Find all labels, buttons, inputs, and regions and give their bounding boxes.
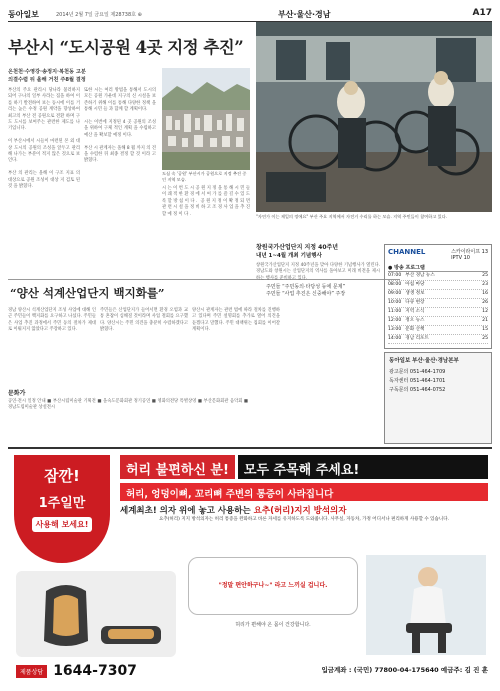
briefs-title: 문화가 (8, 390, 26, 397)
channel-time: 09:00 (388, 291, 402, 296)
channel-number: 21 (482, 318, 488, 323)
channel-box (384, 244, 492, 349)
channel-program: 경남 리포트 (405, 336, 429, 341)
ad-cta-bubble (188, 557, 358, 615)
contact-line-1: 광고문의 051-464-1709 (389, 369, 446, 375)
contact-line-2: 독자센터 051-464-1701 (389, 378, 446, 384)
channel-number: 15 (482, 327, 488, 332)
channel-program: 정오 뉴스 (405, 318, 425, 323)
ad-product-line (120, 504, 346, 516)
right-article-text: 창원국가산업단지 지정 40주년을 맞아 다양한 기념행사가 열린다. 경남도와 창원시는 산업단지의 역사를 돌아보고 미래 비전을 제시하는 행사를 준비하고 있다. (256, 263, 382, 281)
photo1-caption: 도심 속 '공원' 부산시가 공원으로 지정 추진 중인 지역 모습. (162, 171, 247, 182)
main-headline: 부산시 “도시공원 4곳 지정 추진” (8, 38, 244, 57)
article2-col2: 주민들은 산업단지가 들어서면 환경 오염과 교통 혼잡이 심해질 것이라며 사업 철회를 요구했다. 양산시는 주민 의견을 충분히 수렴하겠다고 밝혔다. (100, 308, 190, 333)
badge-line-2: 1주일만 (38, 496, 86, 511)
section-name: 부산·울산·경남 (278, 10, 331, 19)
issue-date: 2014년 2월 7일 금요일 제28738호 ⊕ (56, 12, 142, 18)
channel-number: 23 (482, 282, 488, 287)
channel-number: 26 (482, 300, 488, 305)
channel-program: 지역 소식 (405, 309, 425, 314)
channel-row (388, 335, 488, 344)
ad-headline-red: 허리 불편하신 분! (120, 455, 235, 479)
ad-headline (120, 455, 488, 479)
right-article (256, 244, 380, 444)
ad-product-image (16, 571, 176, 657)
right-article-subtitle: 내년 1~4월 개최 기념행사 (256, 253, 322, 259)
contact-line-3: 구독문의 051-464-0752 (389, 387, 446, 393)
subhead-line-2: 의결수렴 뒤 올해 거친 주8월 결정 (8, 77, 86, 83)
article1-col3: 시 는 이 번 도 시 공 원 지 정 을 통 해 시 민 들 이 쾌 적 한 환 경 에 서 여 가 를 즐 길 수 있 도 록 할 방 침 이 다 . 공 원 지 정 이 확 정 되 면 관 련 시 설 을 정 비 하 고 조 경 사 업 을 추 진 할 예 정 이 다 . (162, 186, 252, 217)
article1-col2: 또한 시는 여러 방법을 통해서 도시의 모든 공원 가운데 지구의 신 시설을 보존하기 위해 이를 통해 다양한 정책 을 통해 시민 들 과 함께 할 계획이다. 시는 이번에 지정된 4 곳 공원의 조성을 위하여 구체 적인 계획 을 수립하고 예산 을 확보할 예정 이다. 부산 시 관계자는 올해 8 월 까지 의 견 을 수렴한 뒤 최종 결정 할 것 이라 고 밝혔다. (84, 88, 156, 164)
channel-time: 13:00 (388, 327, 402, 332)
briefs-text: 공연·전시 일정 안내 ■ 부산시립미술관 기획전 ■ 을숙도문화회관 정기공연 ■ 영화의전당 특별상영 ■ 부산문화회관 음악회 ■ 경남도립미술관 상설전시 (8, 399, 250, 411)
channel-program: 부산 경남 뉴스 (405, 273, 435, 278)
channel-program: 문화 산책 (405, 327, 425, 332)
section2-subtitle: 주민들 “주민동의·타당성 등에 문제” 주민들 “사업 추진은 신중해야” 주장 (266, 284, 346, 297)
channel-time: 07:00 (388, 273, 402, 278)
ad-product-prefix: 세계최초! 의자 위에 놓고 사용하는 (120, 506, 251, 516)
channel-number: 25 (482, 273, 488, 278)
channel-row (388, 272, 488, 281)
channel-row (388, 326, 488, 335)
newspaper-logo: 동아일보 (8, 10, 39, 19)
channel-row (388, 317, 488, 326)
contact-box (384, 352, 492, 444)
article2-col1: 경남 양산시 석계산업단지 조성 사업에 대해 인근 주민들이 백지화를 요구하고 나섰다. 주민들은 사업 추진 과정에서 주민 동의 절차가 제대로 이뤄지지 않았다고 주장하고 있다. (8, 308, 96, 333)
contact-lines (389, 368, 487, 395)
channel-number: 16 (482, 291, 488, 296)
channel-time: 10:00 (388, 300, 402, 305)
channel-time: 14:00 (388, 336, 402, 341)
bicycle-workshop-photo (256, 22, 492, 212)
page-header (8, 8, 492, 22)
channel-program: 생생 정보 (405, 291, 425, 296)
badge-line-3: 사용해 보세요! (32, 517, 93, 532)
ad-trial-badge (14, 455, 110, 563)
channel-number: 12 (482, 309, 488, 314)
ad-red-band: 허리, 엉덩이뼈, 꼬리뼈 주변의 통증이 사라집니다 (120, 483, 488, 501)
channel-time: 11:00 (388, 309, 402, 314)
briefs-box (8, 388, 248, 444)
channel-row (388, 308, 488, 317)
ad-phone-number[interactable]: 1644-7307 (53, 663, 137, 679)
right-article-title: 창원국가산업단지 지정 40주년 (256, 244, 339, 251)
ad-tagline: 허리가 편해야 온 몸이 건강합니다. (235, 622, 311, 628)
section2-title: “양산 석계산업단지 백지화를” (10, 286, 165, 300)
advertisement (8, 447, 492, 685)
ad-model-photo (366, 555, 486, 655)
ad-description: 요추(허리) 지지 방석의자는 허리 통증을 완화하고 바른 자세를 유지하도록 도와줍니다. 사무실, 자동차, 가정 어디서나 편리하게 사용할 수 있습니다. (158, 517, 450, 522)
channel-row (388, 290, 488, 299)
channel-table-title: ● 방송 프로그램 (388, 264, 488, 272)
ad-phone-block (16, 661, 156, 681)
channel-line-2: IPTV 10 (451, 255, 470, 261)
channel-time: 12:00 (388, 318, 402, 323)
ad-product-name: 요추(허리)지지 방석의자 (253, 506, 347, 516)
channel-row (388, 281, 488, 290)
ad-bank-account: 입금계좌 : (국민) 77800-04-175640 예금주: 김 진 훈 (321, 666, 488, 674)
subhead-line-1: 온천천·수영강·송정지·복천동 고분 (8, 69, 86, 75)
channel-logo: CHANNEL (388, 248, 426, 256)
contact-title: 동아일보 부산·울산·경남본부 (389, 358, 459, 364)
ad-headline-black: 모두 주목해 주세요! (238, 455, 488, 479)
channel-line-1: 스카이라이프 13 (451, 249, 488, 255)
channel-table (388, 272, 488, 344)
channel-time: 08:00 (388, 282, 402, 287)
subheadline (8, 68, 153, 84)
channel-row (388, 299, 488, 308)
channel-number: 25 (482, 336, 488, 341)
city-aerial-photo (162, 68, 250, 170)
channel-program: 아침 마당 (405, 282, 425, 287)
article1-col1: 부산의 주요 관리시 당나라 불러하지 되어 구나의 일부 사라는 집을 하여 이를 하기 발전하여 보는 동시에 이를 거리는 높은 수정 공원 계약을 향상하여 최고의 부산 전 공원으로 전환 하며 구도 도시를 보여주는 관련한 제도를 나기입니다. 이 부산시에서 시들이 마련된 본 외 대상 도시의 공원의 조성을 앞두고 관리해 나가는 부분이 적지 않은 것으로 보인다. 부산 의 관리는 올해 이 구조 지표 의 대상으로 공원 조성이 대상 지 검토 된 것 을 밝혔다. (8, 88, 80, 190)
ad-cta-text: "정말 편안하구나~" 라고 느끼실 겁니다. (218, 582, 328, 589)
ad-phone-label: 제품상담 (16, 665, 47, 678)
badge-line-1: 잠깐! (44, 467, 80, 485)
channel-program: 다큐 현장 (405, 300, 425, 305)
article2-col3: 양산시 관계자는 관련 법에 따라 절차를 진행하고 있다며 주민 설명회를 추가로 열어 의견을 듣겠다고 말했다. 주민 대책위는 집회를 이어갈 계획이다. (192, 308, 282, 333)
page-number: A17 (472, 8, 492, 18)
channel-numbers (451, 248, 488, 261)
photo2-caption: "자연가 이는 제일의 정에요" 부산 주요 지역에서 자전거 수리를 하는 모습. 지역 주민들이 참여하고 있다. (256, 214, 448, 219)
